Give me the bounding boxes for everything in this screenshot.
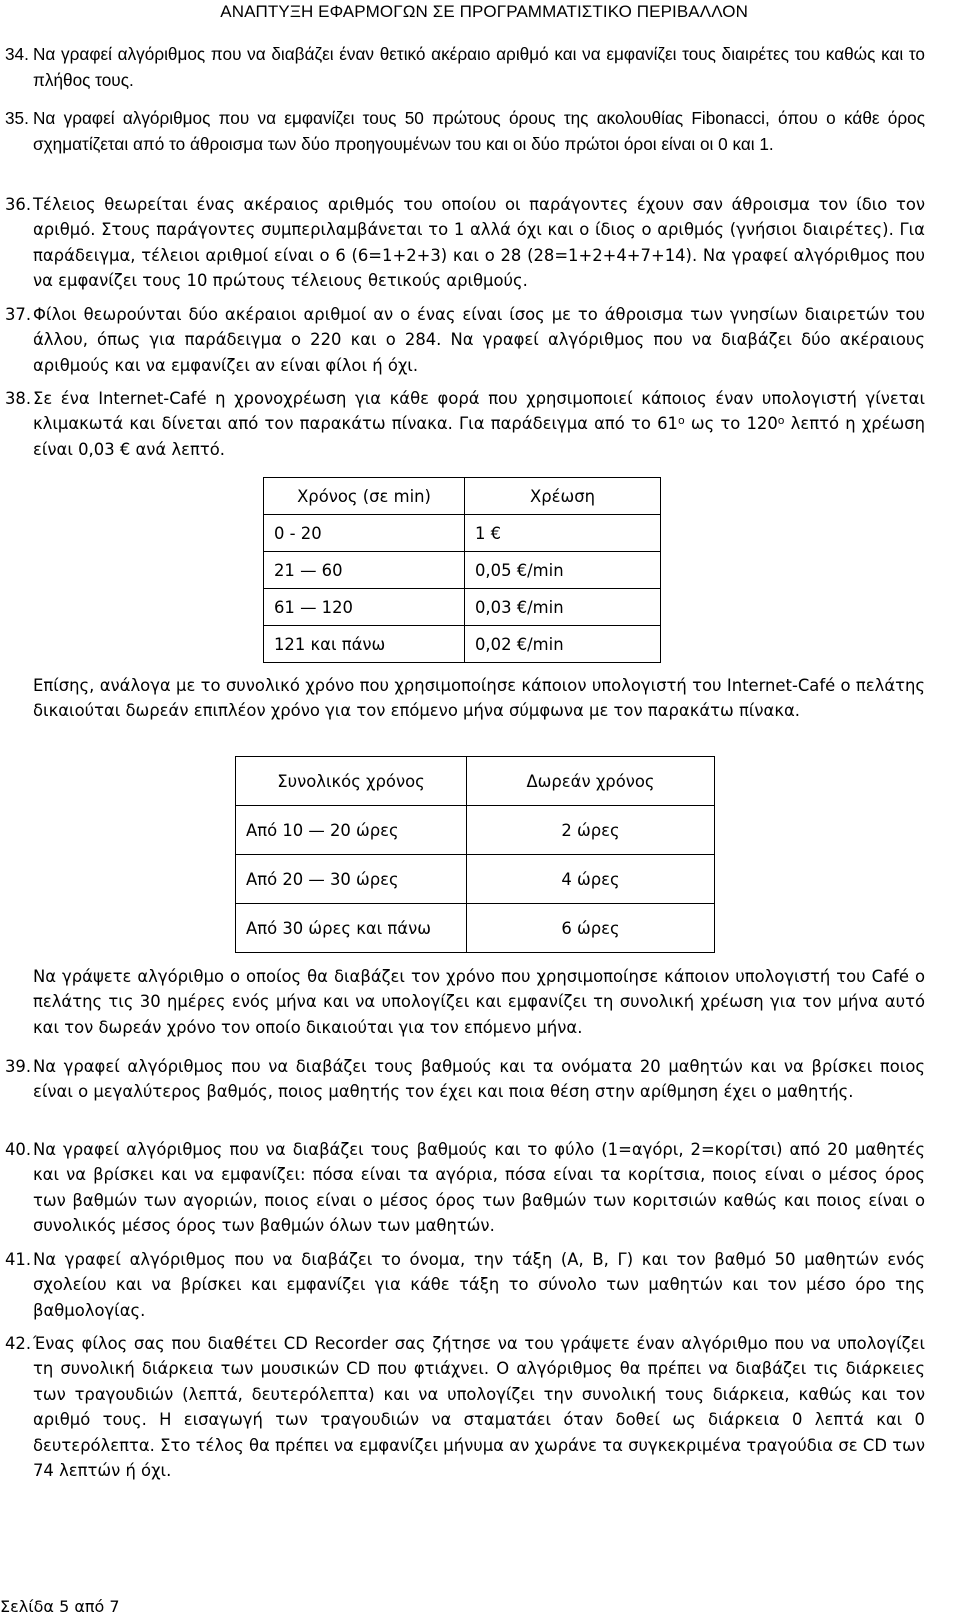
table-row (236, 904, 715, 953)
exercise-text-part: λεπτό η χρέωση είναι 0,03 (33, 414, 925, 459)
table-row (236, 806, 715, 855)
table-cell-free: 4 ώρες (467, 855, 715, 904)
table-cell-total: Από 20 — 30 ώρες (236, 855, 467, 904)
table-row (236, 855, 715, 904)
table-header-cell: Χρέωση (465, 478, 661, 515)
table-header-row (236, 757, 715, 806)
exercise-number: 35. (5, 108, 29, 128)
exercise-text-part: ως το 120 (684, 414, 778, 434)
exercise-40 (5, 1137, 925, 1239)
free-time-table (235, 756, 715, 953)
exercise-number: 36. (5, 195, 32, 214)
table-cell-charge (465, 552, 661, 589)
table-row (264, 552, 661, 589)
euro-symbol: € (490, 523, 502, 543)
exercise-text: Να γραφεί αλγόριθμος που να εμφανίζει τους 50 πρώτους όρους της ακολουθίας Fibonacci, όπου ο κάθε όρος σχηματίζεται από το άθροισμα των δύο προηγουμένων του και οι δύο πρώτοι όροι είναι οι 0 και 1. (33, 108, 925, 154)
euro-symbol: € (516, 597, 528, 617)
exercise-number: 41. (5, 1250, 32, 1269)
charge-value: 1 (475, 523, 486, 543)
ordinal-superscript: ο (677, 414, 685, 428)
table-cell-charge (465, 626, 661, 663)
table-cell-range: 0 - 20 (264, 515, 465, 552)
exercise-35 (5, 106, 925, 158)
page-header-title: ΑΝΑΠΤΥΞΗ ΕΦΑΡΜΟΓΩΝ ΣΕ ΠΡΟΓΡΑΜΜΑΤΙΣΤΙΚΟ ΠΕΡΙΒΑΛΛΟΝ (220, 2, 748, 21)
exercise-38 (5, 386, 925, 462)
table-cell-free: 6 ώρες (467, 904, 715, 953)
exercise-text: Τέλειος θεωρείται ένας ακέραιος αριθμός του οποίου οι παράγοντες έχουν σαν άθροισμα τον ίδιο τον αριθμό. Στους παράγοντες συμπεριλαμβάνεται το 1 αλλά όχι και ο ίδιος ο αριθμός (γνήσιοι διαιρέτες). Για παράδειγμα, τέλειοι αριθμοί είναι ο 6 (6=1+2+3) και ο 28 (28=1+2+4+7+14). Να γραφεί αλγόριθμος που να εμφανίζει τους 10 πρώτους τέλειους θετικούς αριθμούς. (33, 195, 925, 291)
exercise-text-part: ανά λεπτό. (130, 439, 225, 459)
euro-symbol: € (516, 634, 528, 654)
exercise-number: 37. (5, 305, 32, 324)
table-row (264, 589, 661, 626)
table-cell-total: Από 10 — 20 ώρες (236, 806, 467, 855)
charge-value: 0,05 (475, 560, 512, 580)
charge-unit: /min (527, 597, 564, 617)
table-cell-charge (465, 589, 661, 626)
exercise-41 (5, 1247, 925, 1323)
table-cell-charge (465, 515, 661, 552)
exercise-text (33, 386, 925, 462)
exercise-text: Να γραφεί αλγόριθμος που να διαβάζει τους βαθμούς και το φύλο (1=αγόρι, 2=κορίτσι) από 20 μαθητές και να βρίσκει και να εμφανίζει: πόσα είναι τα αγόρια, πόσα είναι τα κορίτσια, ποιος είναι ο μέσος όρος των βαθμών των αγοριών, ποιος είναι ο μέσος όρος των βαθμών των κοριτσιών καθώς και ποιος είναι ο συνολικός μέσος όρος των βαθμών όλων των μαθητών. (33, 1140, 925, 1236)
table-cell-total: Από 30 ώρες και πάνω (236, 904, 467, 953)
exercise-42 (5, 1331, 925, 1483)
table-cell-free: 2 ώρες (467, 806, 715, 855)
charge-value: 0,03 (475, 597, 512, 617)
charge-value: 0,02 (475, 634, 512, 654)
exercise-34 (5, 42, 925, 94)
exercise-36 (5, 192, 925, 294)
charge-unit: /min (527, 634, 564, 654)
ordinal-superscript: ο (777, 414, 785, 428)
table-header-cell: Χρόνος (σε min) (264, 478, 465, 515)
exercise-37 (5, 302, 925, 378)
exercise-text: Να γραφεί αλγόριθμος που να διαβάζει έναν θετικό ακέραιο αριθμό και να εμφανίζει τους διαιρέτες του καθώς και το πλήθος τους. (33, 44, 925, 90)
euro-symbol: € (119, 439, 131, 459)
table-cell-range: 21 — 60 (264, 552, 465, 589)
table-row (264, 626, 661, 663)
table-row (264, 515, 661, 552)
exercise-number: 42. (5, 1334, 32, 1353)
table-header-row (264, 478, 661, 515)
exercise-39 (5, 1054, 925, 1105)
table-cell-range: 61 — 120 (264, 589, 465, 626)
euro-symbol: € (516, 560, 528, 580)
paragraph-task: Να γράψετε αλγόριθμο ο οποίος θα διαβάζει τον χρόνο που χρησιμοποίησε κάποιον υπολογιστή του Café ο πελάτης τις 30 ημέρες ενός μήνα και να υπολογίζει και εμφανίζει τη συνολική χρέωση για τον μήνα αυτό και τον δωρεάν χρόνο τον οποίο δικαιούται για τον επόμενο μήνα. (33, 967, 925, 1037)
table-header-cell: Δωρεάν χρόνος (467, 757, 715, 806)
exercise-text: Ένας φίλος σας που διαθέτει CD Recorder σας ζήτησε να του γράψετε έναν αλγόριθμο που να υπολογίζει τη συνολική διάρκεια των μουσικών CD που φτιάχνει. Ο αλγόριθμος θα πρέπει να διαβάζει τις διάρκειες των τραγουδιών (λεπτά, δευτερόλεπτα) και να υπολογίζει την συνολική τους διάρκεια, καθώς και τον αριθμό τους. Η εισαγωγή των τραγουδιών να σταματάει όταν δοθεί ως διάρκεια 0 λεπτά και 0 δευτερόλεπτα. Στο τέλος θα πρέπει να εμφανίζει μήνυμα αν χωράνε τα συγκεκριμένα τραγούδια σε CD των 74 λεπτών ή όχι. (33, 1334, 925, 1481)
exercise-number: 40. (5, 1140, 32, 1159)
paragraph-intro-table2: Επίσης, ανάλογα με το συνολικό χρόνο που χρησιμοποίησε κάποιον υπολογιστή του Internet-Café ο πελάτης δικαιούται δωρεάν επιπλέον χρόνο για τον επόμενο μήνα σύμφωνα με τον παρακάτω πίνακα. (33, 676, 925, 721)
page-number: Σελίδα 5 από 7 (0, 1597, 120, 1616)
table-cell-range: 121 και πάνω (264, 626, 465, 663)
exercise-number: 38. (5, 389, 32, 408)
charge-unit: /min (527, 560, 564, 580)
exercise-text: Να γραφεί αλγόριθμος που να διαβάζει τους βαθμούς και τα ονόματα 20 μαθητών και να βρίσκει ποιος είναι ο μεγαλύτερος βαθμός, ποιος μαθητής τον έχει και ποια θέση στην αρίθμηση έχει ο μαθητής. (33, 1057, 925, 1102)
exercise-number: 39. (5, 1057, 32, 1076)
table-header-cell: Συνολικός χρόνος (236, 757, 467, 806)
charge-table (263, 477, 661, 663)
exercise-text-part: Σε ένα Internet-Café η χρονοχρέωση για κάθε φορά που χρησιμοποιεί κάποιος έναν υπολογιστή γίνεται κλιμακωτά και δίνεται από τον παρακάτω πίνακα. Για παράδειγμα από το 61 (33, 389, 925, 434)
exercise-number: 34. (5, 44, 29, 64)
exercise-text: Να γραφεί αλγόριθμος που να διαβάζει το όνομα, την τάξη (Α, Β, Γ) και τον βαθμό 50 μαθητών ενός σχολείου και να βρίσκει και εμφανίζει για κάθε τάξη το σύνολο των μαθητών και τον μέσο όρο της βαθμολογίας. (33, 1250, 925, 1320)
exercise-text: Φίλοι θεωρούνται δύο ακέραιοι αριθμοί αν ο ένας είναι ίσος με το άθροισμα των γνησίων διαιρετών του άλλου, όπως για παράδειγμα ο 220 και ο 284. Να γραφεί αλγόριθμος που να διαβάζει δύο ακέραιους αριθμούς και να εμφανίζει αν είναι φίλοι ή όχι. (33, 305, 925, 375)
